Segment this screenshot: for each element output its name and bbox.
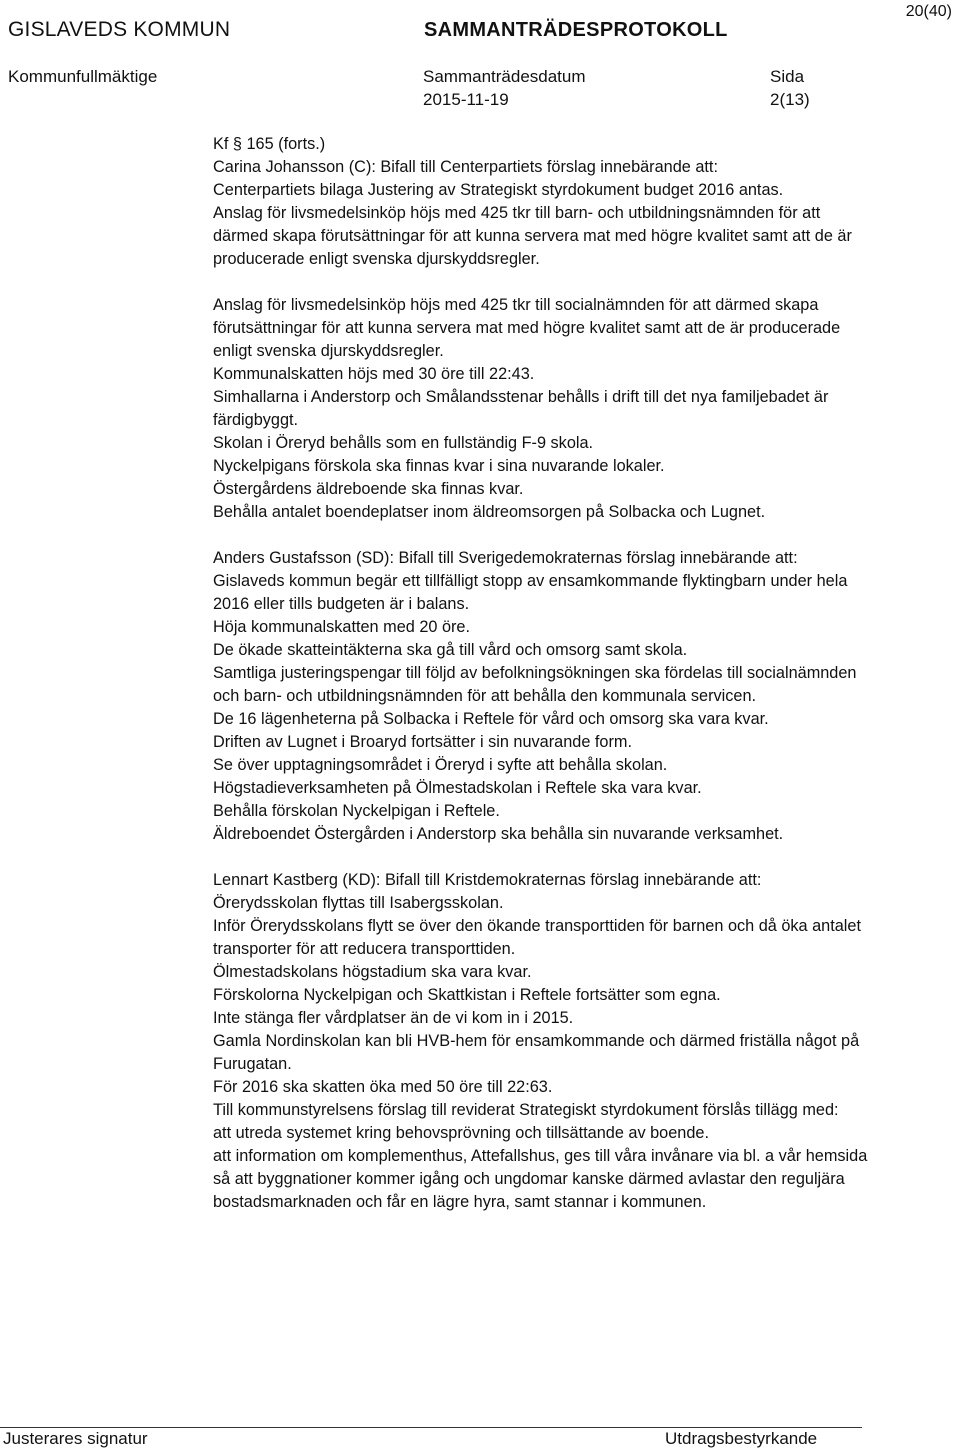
proposal-line: Högstadieverksamheten på Ölmestadskolan i Reftele ska vara kvar. <box>213 779 702 797</box>
footer-certification-label: Utdragsbestyrkande <box>665 1429 818 1448</box>
page-of-total: 2(13) <box>770 90 810 109</box>
proposal-carina-johansson <box>213 156 873 271</box>
proposal-line: Äldreboendet Östergården i Anderstorp ska behålla sin nuvarande verksamhet. <box>213 825 784 843</box>
section-title: Kf § 165 (forts.) <box>213 135 326 153</box>
proposal-line: Förskolorna Nyckelpigan och Skattkistan i Reftele fortsätter som egna. <box>213 986 721 1004</box>
proposal-line: Kommunalskatten höjs med 30 öre till 22:43. <box>213 365 535 383</box>
proposal-line: att utreda systemet kring behovsprövning och tillsättande av boende. <box>213 1124 709 1142</box>
date-label: Sammanträdesdatum <box>423 67 586 86</box>
proposal-line: De ökade skatteintäkterna ska gå till vård och omsorg samt skola. <box>213 641 688 659</box>
meeting-date: 2015-11-19 <box>423 90 509 109</box>
proposal-line: Till kommunstyrelsens förslag till reviderat Strategiskt styrdokument förslås tillägg med: <box>213 1101 839 1119</box>
protocol-content <box>213 133 873 1237</box>
proposal-line: Se över upptagningsområdet i Öreryd i syfte att behålla skolan. <box>213 756 668 774</box>
proposal-line: Höja kommunalskatten med 20 öre. <box>213 618 471 636</box>
proposal-line: Centerpartiets bilaga Justering av Strategiskt styrdokument budget 2016 antas. <box>213 181 784 199</box>
proposal-centerpartiet-continued <box>213 294 873 524</box>
proposal-line: Anslag för livsmedelsinköp höjs med 425 tkr till socialnämnden för att därmed skapa förutsättningar för att kunna servera mat med högre kvalitet samt att de är producerade enligt svenska djurskyddsregler. <box>213 296 841 360</box>
proposal-line: Gislaveds kommun begär ett tillfälligt stopp av ensamkommande flyktingbarn under hela 2016 eller tills budgeten är i balans. <box>213 572 848 613</box>
proposal-line: Simhallarna i Anderstorp och Smålandsstenar behålls i drift till det nya familjebadet är färdigbyggt. <box>213 388 829 429</box>
proposal-line: Östergårdens äldreboende ska finnas kvar. <box>213 480 524 498</box>
footer-signature-label: Justerares signatur <box>3 1429 148 1448</box>
page-number: 20(40) <box>905 3 952 20</box>
proposal-line: Lennart Kastberg (KD): Bifall till Kristdemokraternas förslag innebärande att: <box>213 871 762 889</box>
proposal-line: Driften av Lugnet i Broaryd fortsätter i sin nuvarande form. <box>213 733 632 751</box>
proposal-line: Inför Örerydsskolans flytt se över den ökande transporttiden för barnen och då öka antalet transporter för att reducera transporttiden. <box>213 917 862 958</box>
proposal-line: Örerydsskolan flyttas till Isabergsskolan. <box>213 894 504 912</box>
proposal-line: Samtliga justeringspengar till följd av befolkningsökningen ska fördelas till socialnämnden och barn- och utbildningsnämnden för att behålla den kommunala servicen. <box>213 664 857 705</box>
proposal-line: Gamla Nordinskolan kan bli HVB-hem för ensamkommande och därmed friställa något på Furugatan. <box>213 1032 860 1073</box>
proposal-line: Inte stänga fler vårdplatser än de vi kom in i 2015. <box>213 1009 574 1027</box>
proposal-lennart-kastberg <box>213 869 873 1214</box>
proposal-line: Carina Johansson (C): Bifall till Centerpartiets förslag innebärande att: <box>213 158 718 176</box>
page-label: Sida <box>770 67 805 86</box>
footer-divider <box>0 1427 862 1428</box>
proposal-line: Nyckelpigans förskola ska finnas kvar i sina nuvarande lokaler. <box>213 457 665 475</box>
proposal-line: Anslag för livsmedelsinköp höjs med 425 tkr till barn- och utbildningsnämnden för att därmed skapa förutsättningar för att kunna servera mat med högre kvalitet samt att de är producerade enligt svenska djurskyddsregler. <box>213 204 852 268</box>
proposal-anders-gustafsson <box>213 547 873 846</box>
proposal-line: Ölmestadskolans högstadium ska vara kvar. <box>213 963 532 981</box>
proposal-line: Skolan i Öreryd behålls som en fullständig F-9 skola. <box>213 434 594 452</box>
proposal-line: För 2016 ska skatten öka med 50 öre till 22:63. <box>213 1078 553 1096</box>
proposal-line: att information om komplementhus, Attefallshus, ges till våra invånare via bl. a vår hemsida så att byggnationer kommer igång och ungdomar kanske därmed avlastar den reguljära bostadsmarknaden och får en lägre hyra, samt stannar i kommunen. <box>213 1147 868 1211</box>
proposal-line: De 16 lägenheterna på Solbacka i Reftele för vård och omsorg ska vara kvar. <box>213 710 769 728</box>
body-name: Kommunfullmäktige <box>8 67 158 86</box>
proposal-line: Anders Gustafsson (SD): Bifall till Sverigedemokraternas förslag innebärande att: <box>213 549 798 567</box>
proposal-line: Behålla antalet boendeplatser inom äldreomsorgen på Solbacka och Lugnet. <box>213 503 766 521</box>
proposal-line: Behålla förskolan Nyckelpigan i Reftele. <box>213 802 500 820</box>
document-type: SAMMANTRÄDESPROTOKOLL <box>424 19 728 41</box>
municipality-name: GISLAVEDS KOMMUN <box>8 18 231 41</box>
